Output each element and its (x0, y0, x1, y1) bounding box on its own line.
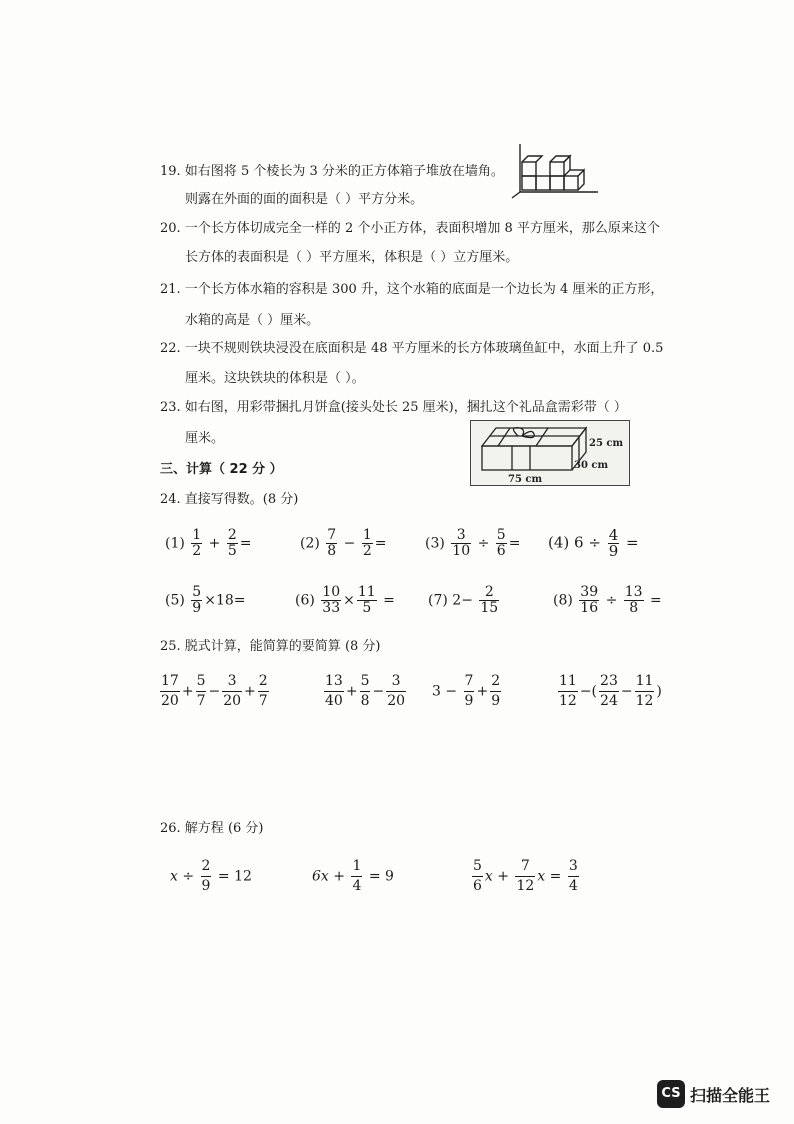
fraction: $\frac{5}{9}$ (192, 584, 202, 616)
q24-item-6: (6) $\frac{10}{33}$ × $\frac{11}{5}$ = (295, 584, 395, 616)
q26-title: 26. 解方程 (6 分) (160, 821, 264, 836)
dim-width-label: 30 cm (574, 460, 609, 471)
q25-expr-1: $\frac{17}{20}$ + $\frac{5}{7}$ − $\frac{3}{20}$ + $\frac{2}{7}$ (161, 673, 268, 709)
fraction: $\frac{2}{15}$ (480, 584, 499, 616)
fraction: $\frac{13}{8}$ (624, 584, 643, 616)
q20-line1: 20. 一个长方体切成完全一样的 2 个小正方体，表面积增加 8 平方厘米，那么原来这个 (160, 221, 660, 236)
fraction: $\frac{7}{8}$ (327, 527, 337, 559)
q22-line1: 22. 一块不规则铁块浸没在底面积是 48 平方厘米的长方体玻璃鱼缸中，水面上升了 0.5 (160, 341, 664, 356)
q24-item-5: (5) $\frac{5}{9}$ ×18= (165, 584, 246, 616)
q24-item-8: (8) $\frac{39}{16}$ ÷ $\frac{13}{8}$ = (553, 584, 662, 616)
q25-expr-4: $\frac{11}{12}$ −( $\frac{23}{24}$ − $\frac{11}{12}$ ) (559, 673, 662, 709)
gift-box-figure (470, 420, 630, 486)
fraction: $\frac{11}{5}$ (357, 584, 376, 616)
q22-line2: 厘米。这块铁块的体积是（ ）。 (185, 371, 365, 386)
q24-item-2: (2) $\frac{7}{8}$ − $\frac{1}{2}$ = (300, 527, 387, 559)
fraction: $\frac{10}{33}$ (322, 584, 341, 616)
q19-line1: 19. 如右图将 5 个棱长为 3 分米的正方体箱子堆放在墙角。 (160, 164, 504, 179)
section3-heading: 三、计算（ 22 分 ） (160, 462, 283, 477)
q21-line1: 21. 一个长方体水箱的容积是 300 升，这个水箱的底面是一个边长为 4 厘米的正方形， (160, 282, 664, 297)
q24-item-4: (4) 6 ÷ $\frac{4}{9}$ = (548, 526, 639, 560)
q23-line2: 厘米。 (185, 431, 225, 446)
fraction: $\frac{39}{16}$ (580, 584, 599, 616)
q24-item-1: (1) $\frac{1}{2}$ + $\frac{2}{5}$ = (165, 527, 252, 559)
cube-stack-figure (510, 140, 602, 202)
q25-expr-2: $\frac{13}{40}$ + $\frac{5}{8}$ − $\frac{3}{20}$ (325, 673, 406, 709)
q24-item-3: (3) $\frac{3}{10}$ ÷ $\frac{5}{6}$ = (425, 527, 521, 559)
q24-item-7: (7) 2− $\frac{2}{15}$ (428, 584, 499, 616)
fraction: $\frac{1}{2}$ (192, 527, 202, 559)
q26-equation-3: $\frac{5}{6}$ x + $\frac{7}{12}$ x = $\frac{3}{4}$ (473, 858, 578, 894)
fraction: $\frac{4}{9}$ (608, 526, 619, 560)
q19-line2: 则露在外面的面的面积是（ ）平方分米。 (185, 192, 424, 207)
q24-title: 24. 直接写得数。(8 分) (160, 492, 299, 507)
fraction: $\frac{3}{10}$ (452, 527, 471, 559)
item-label: (1) (165, 535, 185, 552)
q25-expr-3: 3 − $\frac{7}{9}$ + $\frac{2}{9}$ (432, 673, 501, 709)
q23-line1: 23. 如右图，用彩带捆扎月饼盒(接头处长 25 厘米)，捆扎这个礼品盒需彩带（ ） (160, 400, 627, 415)
q21-line2: 水箱的高是（ ）厘米。 (185, 313, 320, 328)
camscanner-watermark: 扫描全能王 (690, 1086, 771, 1105)
fraction: $\frac{2}{5}$ (227, 527, 237, 559)
camscanner-logo-icon: CS (657, 1080, 685, 1108)
q20-line2: 长方体的表面积是（ ）平方厘米，体积是（ ）立方厘米。 (185, 250, 519, 265)
dim-height-label: 25 cm (589, 438, 624, 449)
q25-title: 25. 脱式计算，能简算的要简算 (8 分) (160, 639, 381, 654)
fraction: $\frac{5}{6}$ (496, 527, 506, 559)
q26-equation-1: x ÷ $\frac{2}{9}$ = 12 (170, 858, 252, 894)
dim-length-label: 75 cm (508, 474, 543, 485)
fraction: $\frac{1}{2}$ (362, 527, 372, 559)
q26-equation-2: 6x + $\frac{1}{4}$ = 9 (312, 858, 394, 894)
